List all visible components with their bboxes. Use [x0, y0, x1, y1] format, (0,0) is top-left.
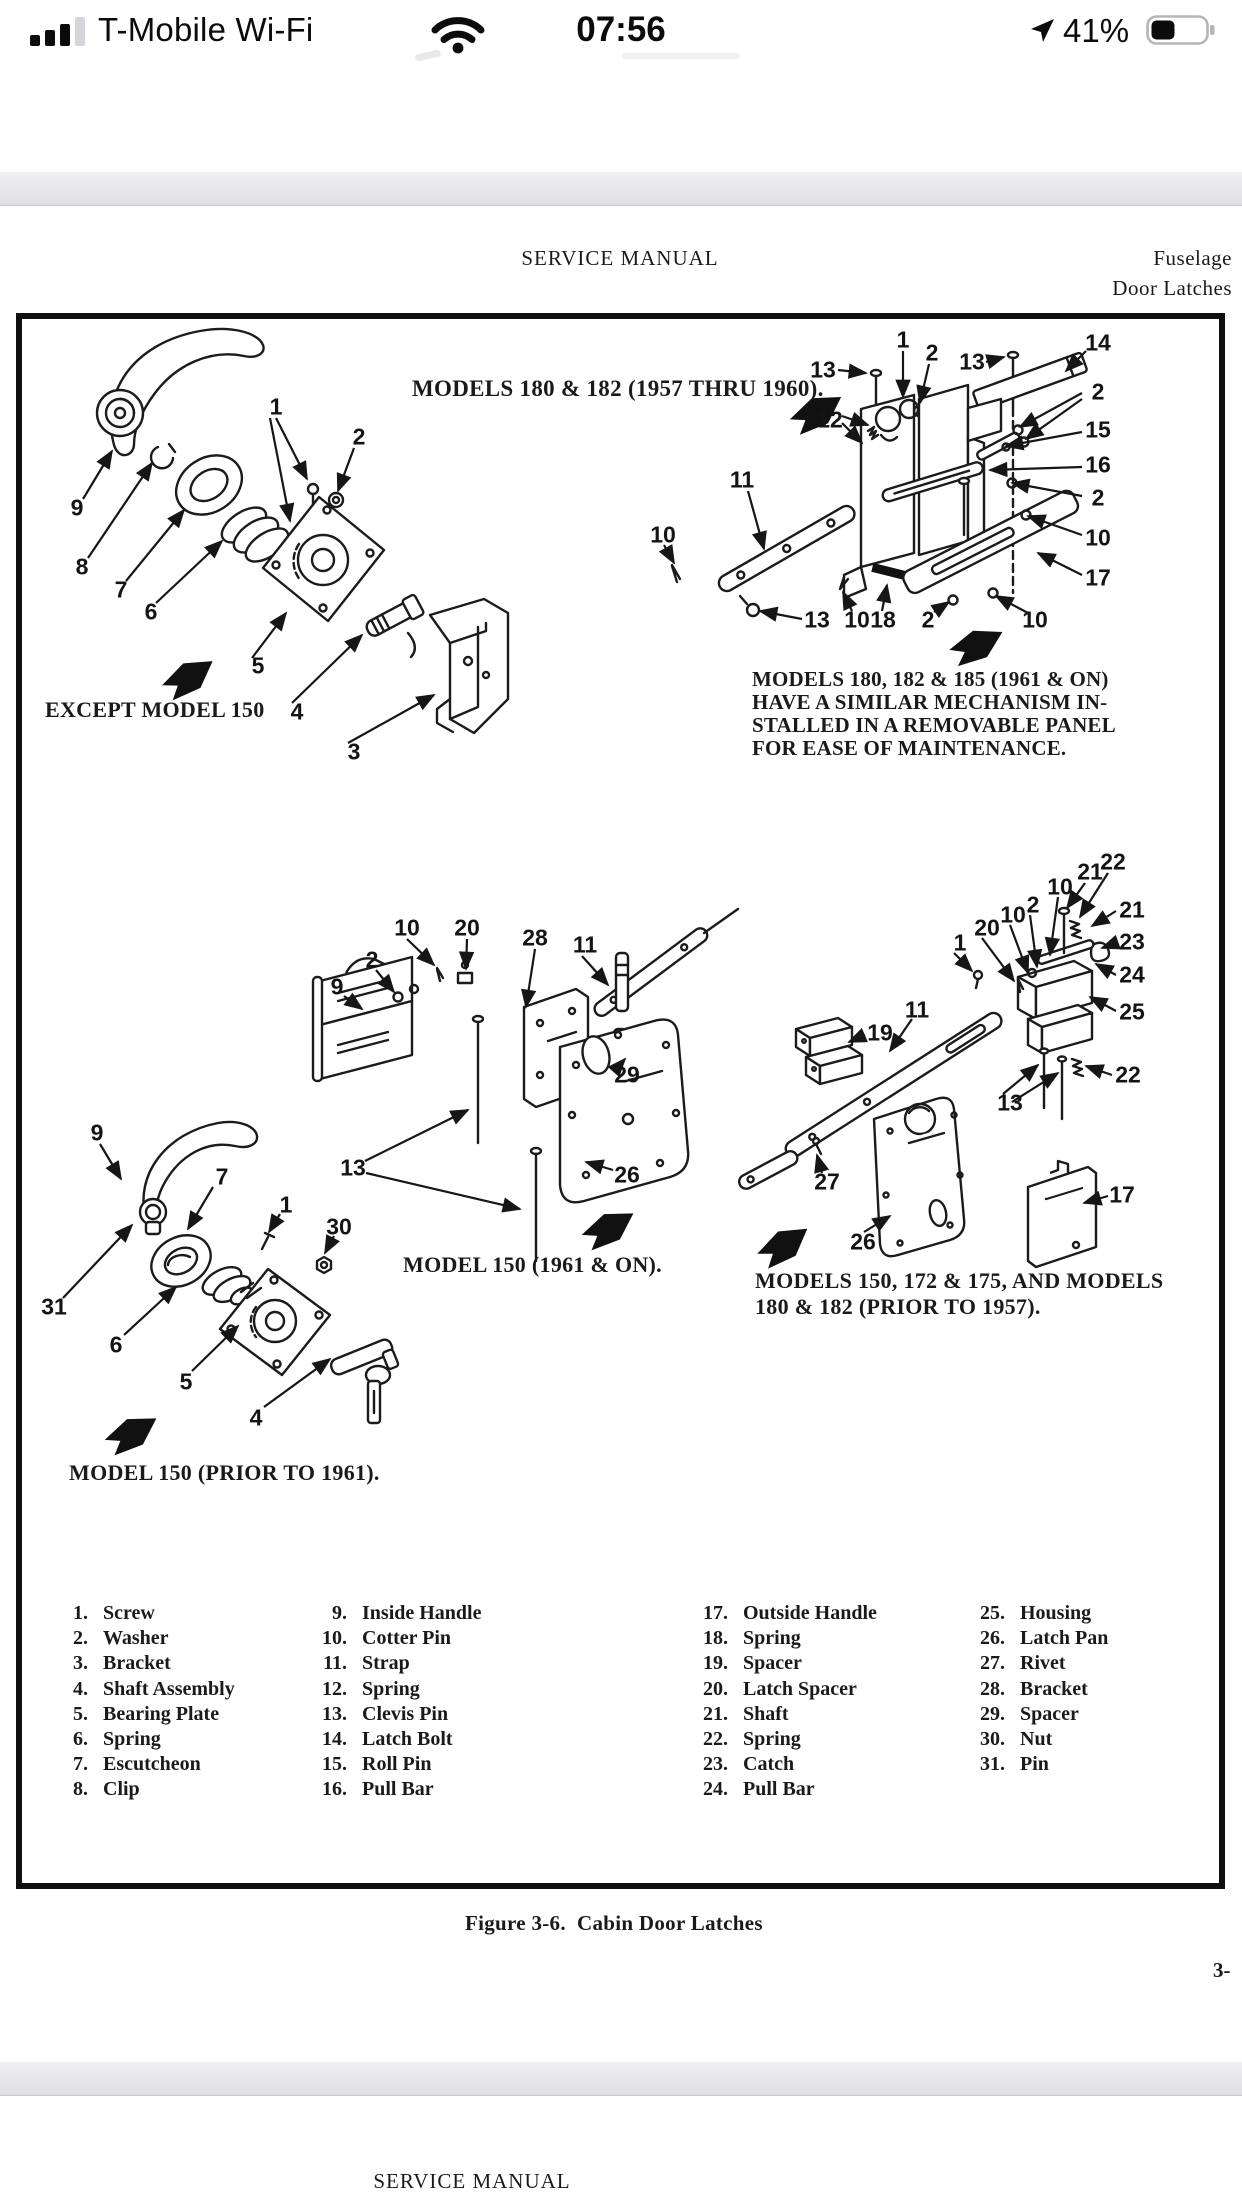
- part-number: 18.: [703, 1627, 728, 1650]
- part-number: 31.: [980, 1753, 1005, 1776]
- label-models-prior-line2: 180 & 182 (PRIOR TO 1957).: [755, 1294, 1041, 1319]
- part-name: Spring: [743, 1627, 801, 1650]
- part-name: Catch: [743, 1753, 795, 1776]
- callout-a-8: 8: [75, 553, 89, 580]
- part-name: Spacer: [1020, 1702, 1079, 1725]
- part-row: [686, 1602, 877, 1627]
- part-number: 8.: [73, 1778, 88, 1801]
- part-name: Roll Pin: [362, 1753, 432, 1776]
- part-number: 22.: [703, 1727, 728, 1750]
- callout-c-11: 11: [572, 931, 598, 958]
- part-name: Inside Handle: [362, 1602, 482, 1624]
- part-row: [46, 1627, 235, 1652]
- part-row: [963, 1602, 1108, 1627]
- callout-d-17: 17: [1109, 1181, 1135, 1208]
- callout-c-13: 13: [340, 1154, 366, 1181]
- part-number: 24.: [703, 1778, 728, 1801]
- part-name: Cotter Pin: [362, 1627, 452, 1650]
- callout-b-2: 2: [925, 339, 939, 366]
- callout-d-13: 13: [997, 1089, 1023, 1116]
- part-name: Pull Bar: [362, 1778, 434, 1801]
- part-row: [46, 1778, 235, 1803]
- callout-a-4: 4: [290, 698, 304, 725]
- part-name: Spring: [743, 1727, 801, 1750]
- part-number: 20.: [703, 1677, 728, 1700]
- label-models-prior-line1: MODELS 150, 172 & 175, AND MODELS: [755, 1268, 1164, 1293]
- part-row: [686, 1652, 877, 1677]
- part-name: Clevis Pin: [362, 1702, 449, 1725]
- callout-d-10: 10: [1047, 873, 1073, 900]
- callout-b-17: 17: [1085, 564, 1111, 591]
- part-name: Clip: [103, 1778, 140, 1801]
- callout-b-10: 10: [844, 606, 870, 633]
- part-row: [46, 1703, 235, 1728]
- part-row: [963, 1678, 1108, 1703]
- part-name: Washer: [103, 1627, 169, 1650]
- callout-c-2: 2: [365, 946, 379, 973]
- callout-b-13: 13: [810, 356, 836, 383]
- part-row: [963, 1627, 1108, 1652]
- part-row: [305, 1678, 481, 1703]
- part-number: 10.: [322, 1627, 347, 1650]
- callout-e-7: 7: [215, 1163, 229, 1190]
- callout-e-9: 9: [90, 1119, 104, 1146]
- label-model-150-prior-1961: MODEL 150 (PRIOR TO 1961).: [69, 1460, 380, 1485]
- cell-signal-icon: [30, 15, 88, 46]
- callout-b-14: 14: [1085, 329, 1111, 356]
- callout-d-22: 22: [1100, 848, 1126, 875]
- part-row: [305, 1627, 481, 1652]
- part-number: 12.: [322, 1677, 347, 1700]
- callout-b-10: 10: [1085, 524, 1111, 551]
- callout-b-2: 2: [1091, 378, 1105, 405]
- callout-b-10: 10: [650, 521, 676, 548]
- parts-list-column-2: [305, 1602, 481, 1804]
- part-name: Screw: [103, 1602, 155, 1624]
- part-number: 30.: [980, 1727, 1005, 1750]
- callout-b-13: 13: [959, 348, 985, 375]
- page-number: 3-: [1213, 1958, 1231, 1982]
- part-name: Nut: [1020, 1727, 1053, 1750]
- part-name: Escutcheon: [103, 1753, 201, 1776]
- part-name: Latch Bolt: [362, 1727, 453, 1750]
- part-number: 21.: [703, 1702, 728, 1725]
- callout-a-3: 3: [347, 738, 361, 765]
- figure-3-6: [16, 313, 1225, 1889]
- callout-d-27: 27: [814, 1168, 840, 1195]
- part-number: 14.: [322, 1727, 347, 1750]
- parts-list-column-1: [46, 1602, 235, 1804]
- callout-d-26: 26: [850, 1228, 876, 1255]
- part-row: [305, 1602, 481, 1627]
- callout-c-26: 26: [614, 1161, 640, 1188]
- callout-e-4: 4: [249, 1404, 263, 1431]
- part-number: 23.: [703, 1753, 728, 1776]
- label-model-150-1961-on: MODEL 150 (1961 & ON).: [403, 1252, 662, 1277]
- part-row: [963, 1753, 1108, 1778]
- part-row: [305, 1753, 481, 1778]
- callout-d-11: 11: [904, 996, 930, 1023]
- location-arrow-icon: [1028, 17, 1056, 45]
- part-row: [963, 1652, 1108, 1677]
- part-number: 27.: [980, 1652, 1005, 1675]
- part-name: Rivet: [1020, 1652, 1066, 1675]
- part-row: [46, 1728, 235, 1753]
- callout-d-25: 25: [1119, 998, 1145, 1025]
- part-name: Strap: [362, 1652, 410, 1675]
- part-number: 5.: [73, 1702, 88, 1725]
- part-row: [686, 1703, 877, 1728]
- part-number: 28.: [980, 1677, 1005, 1700]
- label-except-model-150: EXCEPT MODEL 150: [45, 697, 265, 722]
- note-line: STALLED IN A REMOVABLE PANEL: [752, 713, 1116, 737]
- part-row: [46, 1678, 235, 1703]
- scan-artifact: [622, 53, 740, 59]
- part-number: 11.: [323, 1652, 347, 1675]
- callout-b-11: 11: [729, 466, 755, 493]
- part-row: [686, 1627, 877, 1652]
- callout-d-1: 1: [953, 929, 967, 956]
- battery-percent: 41%: [1063, 12, 1130, 49]
- part-name: Pin: [1020, 1753, 1049, 1776]
- part-row: [686, 1753, 877, 1778]
- part-name: Shaft: [743, 1702, 789, 1725]
- part-number: 25.: [980, 1602, 1005, 1624]
- note-line: MODELS 180, 182 & 185 (1961 & ON): [752, 667, 1109, 691]
- callout-c-29: 29: [614, 1061, 640, 1088]
- part-number: 17.: [703, 1602, 728, 1624]
- clock: 07:56: [576, 10, 666, 49]
- part-number: 2.: [73, 1627, 88, 1650]
- part-row: [686, 1728, 877, 1753]
- part-row: [686, 1678, 877, 1703]
- callout-b-16: 16: [1085, 451, 1111, 478]
- note-line: HAVE A SIMILAR MECHANISM IN-: [752, 690, 1108, 714]
- figure-caption: Figure 3-6. Cabin Door Latches: [465, 1911, 763, 1935]
- header-line: Fuselage: [1153, 246, 1232, 270]
- battery-icon: [1146, 15, 1216, 45]
- callout-e-6: 6: [109, 1331, 123, 1358]
- callout-d-22: 22: [1115, 1061, 1141, 1088]
- part-number: 9.: [332, 1602, 347, 1624]
- callout-c-9: 9: [330, 973, 344, 1000]
- page-header-right: [1112, 243, 1232, 303]
- callout-e-30: 30: [326, 1213, 352, 1240]
- part-row: [686, 1778, 877, 1803]
- part-number: 3.: [73, 1652, 88, 1675]
- callout-d-2: 2: [1026, 891, 1040, 918]
- part-row: [305, 1703, 481, 1728]
- callout-a-9: 9: [70, 494, 84, 521]
- wifi-icon: [430, 14, 486, 54]
- callout-a-2: 2: [352, 423, 366, 450]
- callout-c-28: 28: [522, 924, 548, 951]
- part-name: Spacer: [743, 1652, 802, 1675]
- callout-c-20: 20: [454, 914, 480, 941]
- page-title: SERVICE MANUAL: [521, 246, 719, 270]
- ios-status-bar: [0, 0, 1242, 62]
- part-name: Shaft Assembly: [103, 1677, 235, 1700]
- callout-b-15: 15: [1085, 416, 1111, 443]
- part-number: 7.: [73, 1753, 88, 1776]
- part-number: 13.: [322, 1702, 347, 1725]
- part-name: Bracket: [1020, 1677, 1088, 1700]
- part-name: Bracket: [103, 1652, 171, 1675]
- callout-d-24: 24: [1119, 961, 1145, 988]
- callout-b-10: 10: [1022, 606, 1048, 633]
- callout-e-5: 5: [179, 1368, 193, 1395]
- callout-d-23: 23: [1119, 928, 1145, 955]
- part-number: 19.: [703, 1652, 728, 1675]
- part-name: Spring: [103, 1727, 161, 1750]
- part-number: 29.: [980, 1702, 1005, 1725]
- callout-e-1: 1: [279, 1191, 293, 1218]
- callout-b-2: 2: [1091, 484, 1105, 511]
- callout-b-18: 18: [870, 606, 896, 633]
- parts-list-column-3: [686, 1602, 877, 1804]
- carrier-label: T-Mobile Wi-Fi: [98, 11, 314, 48]
- callout-a-6: 6: [144, 598, 158, 625]
- callout-d-20: 20: [974, 914, 1000, 941]
- part-number: 1.: [73, 1602, 88, 1624]
- part-row: [305, 1778, 481, 1803]
- callout-e-31: 31: [41, 1293, 67, 1320]
- callout-c-10: 10: [394, 914, 420, 941]
- part-row: [305, 1652, 481, 1677]
- part-number: 4.: [73, 1677, 88, 1700]
- part-row: [963, 1728, 1108, 1753]
- part-row: [46, 1602, 235, 1627]
- callout-a-5: 5: [251, 652, 265, 679]
- page-separator: [0, 2062, 1242, 2096]
- parts-list-column-4: [963, 1602, 1108, 1778]
- page-separator: [0, 172, 1242, 206]
- callout-d-19: 19: [867, 1019, 893, 1046]
- part-number: 16.: [322, 1778, 347, 1801]
- part-row: [46, 1753, 235, 1778]
- callout-a-1: 1: [269, 393, 283, 420]
- callout-b-1: 1: [896, 326, 910, 353]
- callout-d-10: 10: [1000, 901, 1026, 928]
- next-page-title: SERVICE MANUAL: [373, 2169, 571, 2193]
- part-row: [305, 1728, 481, 1753]
- part-row: [963, 1703, 1108, 1728]
- part-row: [46, 1652, 235, 1677]
- callout-b-12: 12: [817, 406, 843, 433]
- part-name: Latch Spacer: [743, 1677, 857, 1700]
- part-name: Spring: [362, 1677, 420, 1700]
- header-line: Door Latches: [1112, 276, 1232, 300]
- part-number: 6.: [73, 1727, 88, 1750]
- note-line: FOR EASE OF MAINTENANCE.: [752, 736, 1067, 760]
- part-name: Pull Bar: [743, 1778, 815, 1801]
- part-number: 15.: [322, 1753, 347, 1776]
- callout-a-7: 7: [114, 576, 128, 603]
- callout-b-2: 2: [921, 606, 935, 633]
- part-name: Outside Handle: [743, 1602, 877, 1624]
- part-name: Latch Pan: [1020, 1627, 1109, 1650]
- diagram-title-top: MODELS 180 & 182 (1957 THRU 1960).: [412, 376, 824, 401]
- callout-b-13: 13: [804, 606, 830, 633]
- callout-d-21: 21: [1119, 896, 1145, 923]
- part-name: Bearing Plate: [103, 1702, 220, 1725]
- part-number: 26.: [980, 1627, 1005, 1650]
- callout-d-21: 21: [1077, 858, 1103, 885]
- part-name: Housing: [1020, 1602, 1092, 1624]
